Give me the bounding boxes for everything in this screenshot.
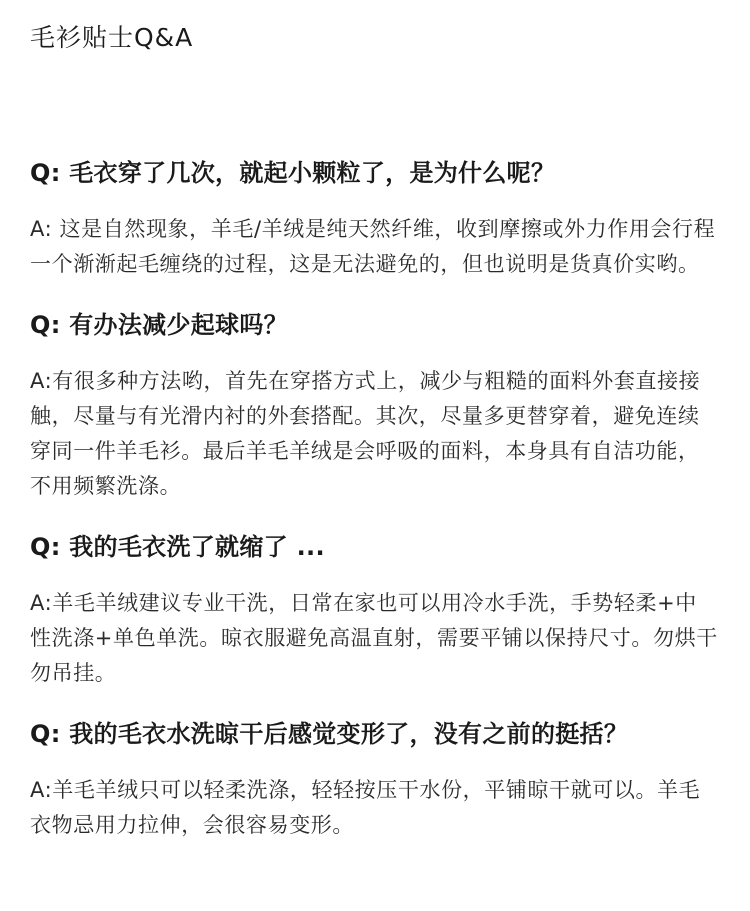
question-text: Q: 我的毛衣水洗晾干后感觉变形了，没有之前的挺括？ xyxy=(30,720,629,748)
qa-item xyxy=(30,717,718,843)
answer-text: A: 这是自然现象，羊毛/羊绒是纯天然纤维，收到摩擦或外力作用会行程一个渐渐起毛缠绕的过程，这是无法避免的，但也说明是货真价实哟。 xyxy=(30,217,716,276)
answer-text: A:羊毛羊绒只可以轻柔洗涤，轻轻按压干水份，平铺晾干就可以。羊毛衣物忌用力拉伸，会很容易变形。 xyxy=(30,778,701,837)
answer-text: A:羊毛羊绒建议专业干洗，日常在家也可以用冷水手洗，手势轻柔+中性洗涤+单色单洗。晾衣服避免高温直射，需要平铺以保持尺寸。勿烘干勿吊挂。 xyxy=(30,591,718,685)
page-title: 毛衫贴士Q&A xyxy=(30,23,194,52)
qa-item xyxy=(30,308,718,504)
qa-item xyxy=(30,156,718,282)
question-text: Q: 有办法减少起球吗？ xyxy=(30,311,288,339)
qa-item xyxy=(30,530,718,691)
qa-list xyxy=(30,156,718,843)
question-text: Q: 毛衣穿了几次，就起小颗粒了，是为什么呢？ xyxy=(30,159,556,187)
answer-text: A:有很多种方法哟，首先在穿搭方式上，减少与粗糙的面料外套直接接触，尽量与有光滑内衬的外套搭配。其次，尽量多更替穿着，避免连续穿同一件羊毛衫。最后羊毛羊绒是会呼吸的面料，本身具有自洁功能，不用频繁洗涤。 xyxy=(30,369,701,498)
question-text: Q: 我的毛衣洗了就缩了 ... xyxy=(30,533,325,561)
